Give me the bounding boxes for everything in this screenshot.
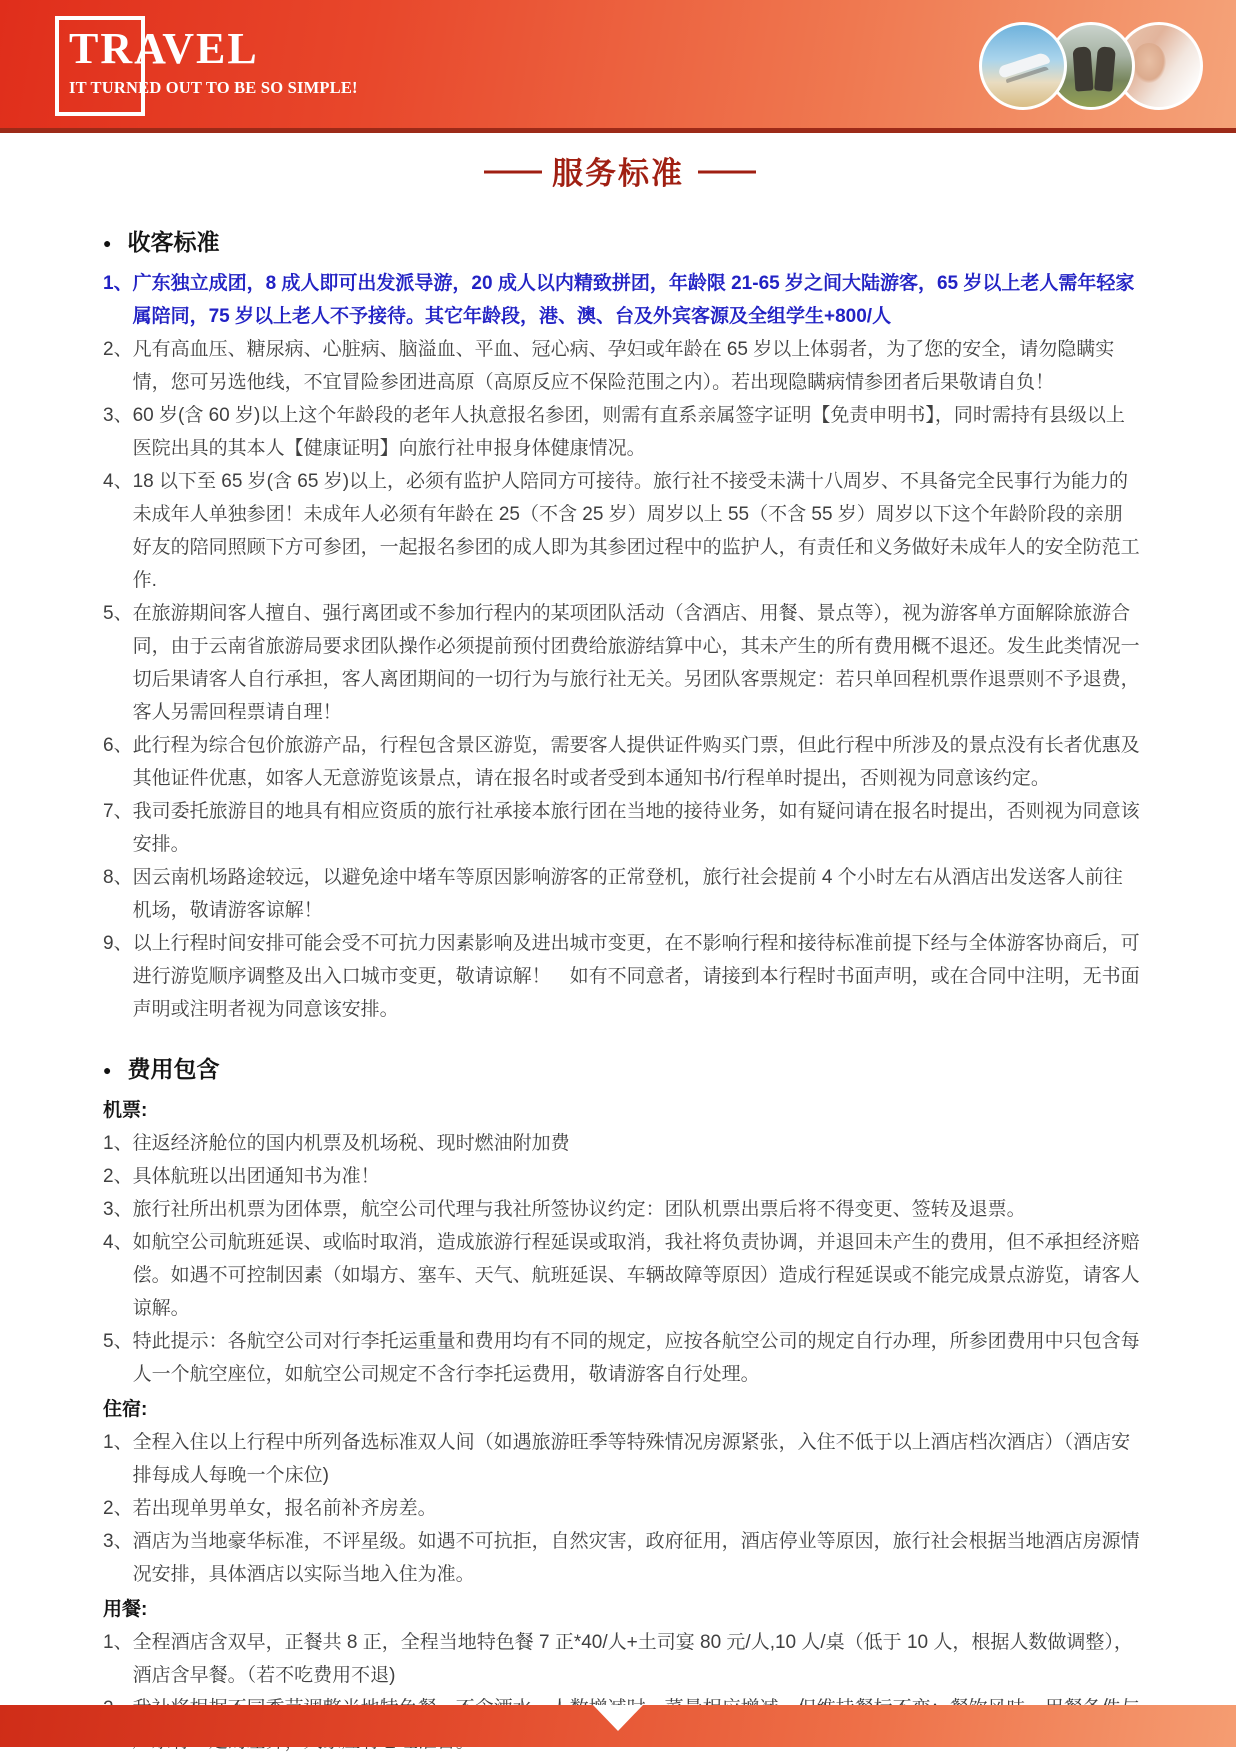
item-number: 2、: [103, 1166, 133, 1187]
item-number: 3、: [103, 1199, 133, 1220]
item-text: 此行程为综合包价旅游产品，行程包含景区游览，需要客人提供证件购买门票，但此行程中所涉及的景点没有长者优惠及其他证件优惠，如客人无意游览该景点，请在报名时或者受到本通知书/行程单时提出，否则视为同意该约定。: [132, 735, 1140, 789]
item-number: 7、: [103, 801, 133, 822]
item-text: 在旅游期间客人擅自、强行离团或不参加行程内的某项团队活动（含酒店、用餐、景点等），视为游客单方面解除旅游合同，由于云南省旅游局要求团队操作必须提前预付团费给旅游结算中心，其未产生的所有费用概不退还。发生此类情况一切后果请客人自行承担，客人离团期间的一切行为与旅行社无关。另团队客票规定：若只单回程机票作退票则不予退费，客人另需回程票请自理！: [132, 603, 1140, 723]
sub-label-hotel: 住宿:: [103, 1399, 148, 1420]
item-number: 3、: [103, 1531, 133, 1552]
item-text: 以上行程时间安排可能会受不可抗力因素影响及进出城市变更，在不影响行程和接待标准前提下经与全体游客协商后，可进行游览顺序调整及出入口城市变更，敬请谅解！ 如有不同意者，请接到本行程时书面声明，或在合同中注明，无书面声明或注明者视为同意该安排。: [132, 933, 1140, 1020]
list-item: [103, 267, 1140, 333]
item-text: 18 以下至 65 岁(含 65 岁)以上，必须有监护人陪同方可接待。旅行社不接受未满十八周岁、不具备完全民事行为能力的未成年人单独参团！未成年人必须有年龄在 25（不含 25 岁）周岁以上 55（不含 55 岁）周岁以下这个年龄阶段的亲朋好友的陪同照顾下方可参团，一起报名参团的成人即为其参团过程中的监护人，有责任和义务做好未成年人的安全防范工作.: [132, 471, 1140, 591]
item-number: 1、: [103, 1133, 133, 1154]
item-number: 2、: [103, 339, 133, 360]
item-number: 1、: [103, 273, 133, 294]
item-number: 5、: [103, 603, 133, 624]
list-item: [103, 1160, 1140, 1193]
title-dash-right: ——: [698, 152, 752, 187]
page-title-text: 服务标准: [552, 156, 684, 191]
item-number: 9、: [103, 933, 133, 954]
list-item: [103, 1426, 1140, 1492]
list-item: [103, 729, 1140, 795]
item-number: 1、: [103, 1432, 133, 1453]
sub-label-meals: 用餐:: [103, 1599, 148, 1620]
page-title: [0, 152, 1236, 193]
logo-title: TRAVEL: [69, 24, 259, 73]
footer-notch: [593, 1705, 643, 1731]
item-number: 5、: [103, 1331, 133, 1352]
item-text: 60 岁(含 60 岁)以上这个年龄段的老年人执意报名参团，则需有直系亲属签字证明【免责申明书】，同时需持有县级以上医院出具的其本人【健康证明】向旅行社申报身体健康情况。: [132, 405, 1125, 459]
list-item: [103, 1525, 1140, 1591]
list-item: [103, 1127, 1140, 1160]
header-divider: [0, 128, 1236, 133]
footer-banner: [0, 1705, 1236, 1747]
document-body: [0, 227, 1236, 1758]
section-heading-standards: [103, 227, 1140, 257]
list-item: [103, 927, 1140, 1026]
item-text: 酒店为当地豪华标准，不评星级。如遇不可抗拒，自然灾害，政府征用，酒店停业等原因，旅行社会根据当地酒店房源情况安排，具体酒店以实际当地入住为准。: [132, 1531, 1140, 1585]
item-text: 特此提示：各航空公司对行李托运重量和费用均有不同的规定，应按各航空公司的规定自行办理，所参团费用中只包含每人一个航空座位，如航空公司规定不含行李托运费用，敬请游客自行处理。: [132, 1331, 1140, 1385]
title-dash-left: ——: [484, 152, 538, 187]
item-text: 我司委托旅游目的地具有相应资质的旅行社承接本旅行团在当地的接待业务，如有疑问请在报名时提出，否则视为同意该安排。: [132, 801, 1140, 855]
item-number: 8、: [103, 867, 133, 888]
item-text: 具体航班以出团通知书为准！: [132, 1166, 380, 1187]
list-item: [103, 597, 1140, 729]
item-text: 全程入住以上行程中所列备选标准双人间（如遇旅游旺季等特殊情况房源紧张，入住不低于以上酒店档次酒店）（酒店安排每成人每晚一个床位): [132, 1432, 1131, 1486]
section-heading-text: 收客标准: [127, 229, 220, 255]
item-text: 广东独立成团，8 成人即可出发派导游，20 成人以内精致拼团，年龄限 21-65 岁之间大陆游客，65 岁以上老人需年轻家属陪同，75 岁以上老人不予接待。其它年龄段，港、澳、台及外宾客源及全组学生+800/人: [132, 273, 1135, 327]
list-item: [103, 1492, 1140, 1525]
bullet-icon: ●: [103, 1062, 112, 1078]
item-number: 4、: [103, 471, 133, 492]
list-item: [103, 795, 1140, 861]
section-heading-text: 费用包含: [127, 1056, 220, 1082]
item-text: 凡有高血压、糖尿病、心脏病、脑溢血、平血、冠心病、孕妇或年龄在 65 岁以上体弱者，为了您的安全，请勿隐瞒实情，您可另选他线，不宜冒险参团进高原（高原反应不保险范围之内）。若出现隐瞒病情参团者后果敬请自负！: [132, 339, 1115, 393]
airplane-photo: [979, 22, 1067, 110]
section-heading-fees: [103, 1054, 1140, 1084]
list-item: [103, 1193, 1140, 1226]
list-item: [103, 1226, 1140, 1325]
item-text: 全程酒店含双早，正餐共 8 正，全程当地特色餐 7 正*40/人+土司宴 80 元/人,10 人/桌（低于 10 人，根据人数做调整），酒店含早餐。（若不吃费用不退): [132, 1632, 1133, 1686]
header-banner: [0, 0, 1236, 128]
list-item: [103, 861, 1140, 927]
item-text: 旅行社所出机票为团体票，航空公司代理与我社所签协议约定：团队机票出票后将不得变更、签转及退票。: [132, 1199, 1026, 1220]
item-number: 6、: [103, 735, 133, 756]
item-number: 4、: [103, 1232, 133, 1253]
logo-tagline: IT TURNED OUT TO BE SO SIMPLE!: [69, 78, 358, 97]
list-item: [103, 1325, 1140, 1391]
item-text: 如航空公司航班延误、或临时取消，造成旅游行程延误或取消，我社将负责协调，并退回未产生的费用，但不承担经济赔偿。如遇不可控制因素（如塌方、塞车、天气、航班延误、车辆故障等原因）造成行程延误或不能完成景点游览，请客人谅解。: [132, 1232, 1140, 1319]
item-number: 1、: [103, 1632, 133, 1653]
list-item: [103, 333, 1140, 399]
item-text: 因云南机场路途较远，以避免途中堵车等原因影响游客的正常登机，旅行社会提前 4 个小时左右从酒店出发送客人前往机场，敬请游客谅解！: [132, 867, 1123, 921]
item-number: 3、: [103, 405, 133, 426]
list-item: [103, 1626, 1140, 1692]
item-text: 若出现单男单女，报名前补齐房差。: [132, 1498, 437, 1519]
travel-logo: [69, 26, 358, 98]
list-item: [103, 399, 1140, 465]
item-text: 往返经济舱位的国内机票及机场税、现时燃油附加费: [132, 1133, 570, 1154]
item-number: 2、: [103, 1498, 133, 1519]
bullet-icon: ●: [103, 235, 112, 251]
list-item: [103, 465, 1140, 597]
sub-label-flights: 机票:: [103, 1100, 148, 1121]
